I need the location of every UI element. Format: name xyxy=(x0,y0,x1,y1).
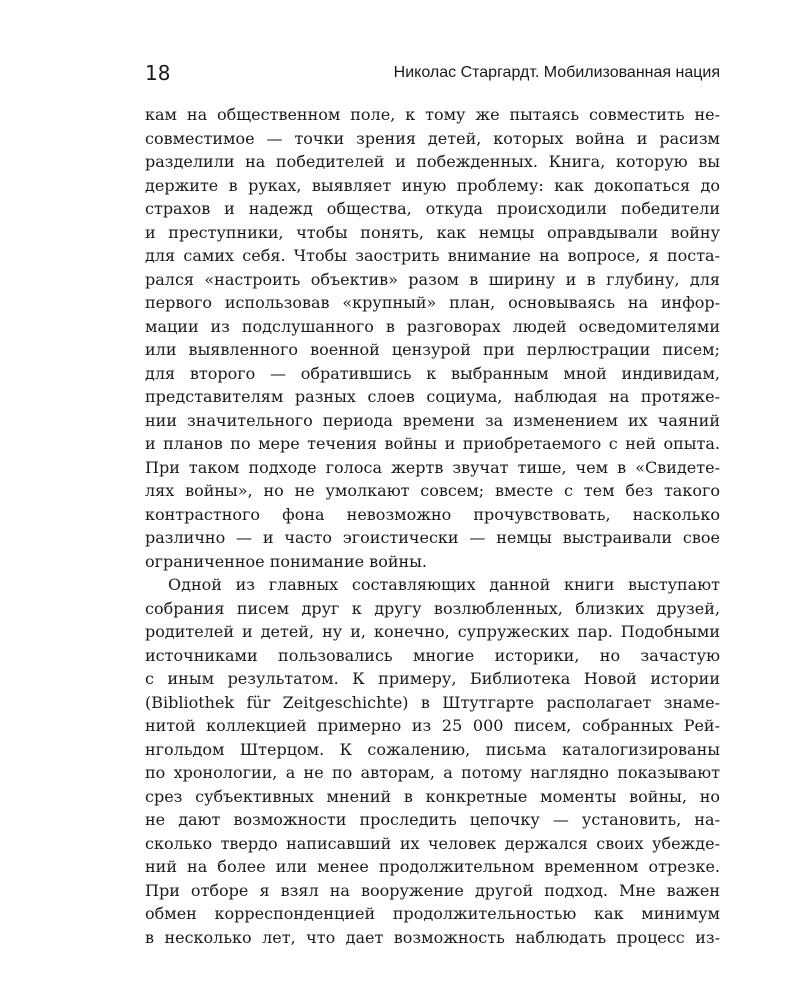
paragraph-2 xyxy=(145,573,720,949)
text-line: в несколько лет, что дает возможность наблюдать процесс из- xyxy=(145,927,720,947)
running-title: Николас Старгардт. Мобилизованная нация xyxy=(393,64,720,81)
text-line: мации из подслушанного в разговорах людей осведомителями xyxy=(145,316,720,336)
text-line: нгольдом Штерцом. К сожалению, письма каталогизированы xyxy=(145,739,720,759)
text-line: родителей и детей, ну и, конечно, супружеских пар. Подобными xyxy=(145,622,720,641)
text-line: кам на общественном поле, к тому же пытаясь совместить не- xyxy=(145,105,720,124)
paragraph-1 xyxy=(145,103,720,573)
text-line: для второго — обратившись к выбранным мной индивидам, xyxy=(145,363,720,383)
text-line: держите в руках, выявляет иную проблему: как докопаться до xyxy=(145,175,720,195)
text-line: с иным результатом. К примеру, Библиотека Новой истории xyxy=(145,669,720,688)
text-line: и планов по мере течения войны и приобретаемого с ней опыта. xyxy=(145,434,720,453)
text-line: не дают возможности проследить цепочку — установить, на- xyxy=(145,810,720,829)
text-line: нии значительного периода времени за изменением их чаяний xyxy=(145,410,720,430)
text-line: рался «настроить объектив» разом в ширину и в глубину, для xyxy=(145,269,720,289)
text-line: или выявленного военной цензурой при перлюстрации писем; xyxy=(145,340,720,359)
text-line: по хронологии, а не по авторам, а потому наглядно показывают xyxy=(145,763,720,782)
text-line: нитой коллекцией примерно из 25 000 писем, собранных Рей- xyxy=(145,716,720,735)
text-line: Одной из главных составляющих данной книги выступают xyxy=(168,575,720,594)
text-line: различно — и часто эгоистически — немцы выстраивали свое xyxy=(145,528,720,547)
text-line: представителям разных слоев социума, наблюдая на протяже- xyxy=(145,387,720,406)
text-line: разделили на победителей и побежденных. Книга, которую вы xyxy=(145,152,720,171)
text-line: обмен корреспонденцией продолжительностью как минимум xyxy=(145,904,720,923)
text-line: совместимое — точки зрения детей, которых война и расизм xyxy=(145,128,720,148)
text-line: контрастного фона невозможно прочувствовать, насколько xyxy=(145,504,720,524)
text-line: При отборе я взял на вооружение другой подход. Мне важен xyxy=(145,880,720,900)
text-line: При таком подходе голоса жертв звучат тише, чем в «Свидете- xyxy=(145,457,720,477)
text-line: ний на более или менее продолжительном временном отрезке. xyxy=(145,857,720,876)
text-line: и преступники, чтобы понять, как немцы оправдывали войну xyxy=(145,222,720,242)
text-line: срез субъективных мнений в конкретные моменты войны, но xyxy=(145,786,720,806)
text-line: сколько твердо написавший их человек держался своих убежде- xyxy=(145,833,720,853)
body-text xyxy=(145,103,720,949)
text-line: лях войны», но не умолкают совсем; вместе с тем без такого xyxy=(145,481,720,500)
text-line: для самих себя. Чтобы заострить внимание на вопросе, я поста- xyxy=(145,246,720,265)
page-header xyxy=(145,58,720,88)
text-line: (Bibliothek für Zeitgeschichte) в Штутгарте располагает знаме- xyxy=(145,692,720,712)
text-line: страхов и надежд общества, откуда происходили победители xyxy=(145,199,720,218)
text-line: первого использовав «крупный» план, основываясь на инфор- xyxy=(145,293,720,312)
text-line: собрания писем друг к другу возлюбленных, близких друзей, xyxy=(145,598,720,618)
page-number: 18 xyxy=(145,61,171,85)
text-line: источниками пользовались многие историки, но зачастую xyxy=(145,645,720,665)
text-line: ограниченное понимание войны. xyxy=(145,551,427,571)
